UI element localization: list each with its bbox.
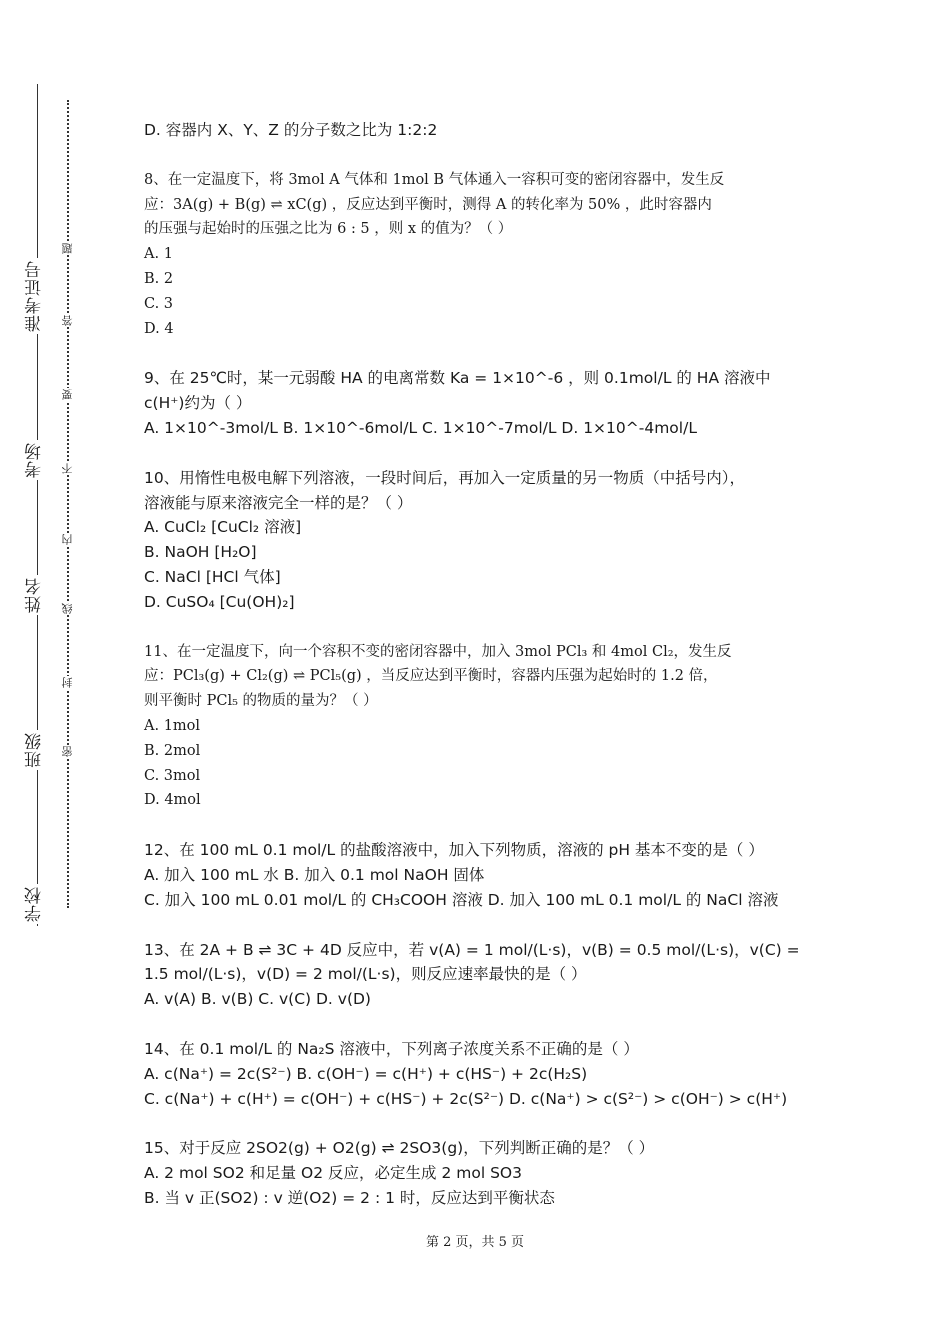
q15-option-a: A. 2 mol SO2 和足量 O2 反应，必定生成 2 mol SO3 [144, 1164, 522, 1183]
name-label: 姓名 [22, 575, 47, 615]
q9-stem: c(H⁺)约为（ ） [144, 394, 252, 413]
exam-room-label: 考场 [22, 440, 47, 480]
seal-char: 线 [61, 603, 74, 614]
q13-stem: 13、在 2A + B ⇌ 3C + 4D 反应中，若 v(A) = 1 mol/(L·s)，v(B) = 0.5 mol/(L·s)，v(C) = [144, 940, 800, 959]
q12-options: A. 加入 100 mL 水 B. 加入 0.1 mol NaOH 固体 [144, 865, 485, 884]
q11-option-b: B. 2mol [144, 742, 201, 759]
q11-stem: 则平衡时 PCl₅ 的物质的量为？（ ） [144, 693, 378, 710]
q11-option-a: A. 1mol [144, 717, 201, 734]
seal-char: 内 [61, 534, 74, 545]
q8-option-d: D. 4 [144, 320, 174, 337]
q10-option-a: A. CuCl₂ [CuCl₂ 溶液] [144, 518, 302, 537]
q8-option-c: C. 3 [144, 295, 174, 312]
q15-option-b: B. 当 v 正(SO2) : v 逆(O2) = 2 : 1 时，反应达到平衡状态 [144, 1188, 555, 1207]
q11-option-d: D. 4mol [144, 792, 201, 809]
q14-options: A. c(Na⁺) = 2c(S²⁻) B. c(OH⁻) = c(H⁺) + c(HS⁻) + 2c(H₂S) [144, 1064, 588, 1083]
school-label: 学校 [22, 884, 47, 924]
question-content [144, 118, 816, 1211]
seal-char: 答 [61, 315, 74, 326]
seal-char: 题 [61, 243, 74, 254]
seal-char: 密 [61, 746, 74, 757]
q11-option-c: C. 3mol [144, 767, 201, 784]
q12-stem: 12、在 100 mL 0.1 mol/L 的盐酸溶液中，加入下列物质，溶液的 pH 基本不变的是（ ） [144, 841, 764, 860]
q10-stem: 10、用惰性电极电解下列溶液，一段时间后，再加入一定质量的另一物质（中括号内）， [144, 468, 745, 487]
q13-stem: 1.5 mol/(L·s)，v(D) = 2 mol/(L·s)，则反应速率最快的是（ ） [144, 965, 587, 984]
binding-solid-line [37, 84, 38, 926]
q8-stem: 应：3A(g) + B(g) ⇌ xC(g) ，反应达到平衡时，测得 A 的转化率为 50% ，此时容器内 [144, 196, 712, 213]
page-footer: 第 2 页，共 5 页 [425, 1235, 525, 1250]
q7-option-d: D. 容器内 X、Y、Z 的分子数之比为 1:2:2 [144, 121, 438, 139]
q11-stem: 应：PCl₃(g) + Cl₂(g) ⇌ PCl₅(g) ，当反应达到平衡时，容器内压强为起始时的 1.2 倍， [144, 668, 718, 685]
q10-option-c: C. NaCl [HCl 气体] [144, 567, 281, 586]
q14-stem: 14、在 0.1 mol/L 的 Na₂S 溶液中，下列离子浓度关系不正确的是（ ） [144, 1039, 639, 1058]
q8-option-b: B. 2 [144, 270, 174, 287]
q8-stem: 8、在一定温度下，将 3mol A 气体和 1mol B 气体通入一容积可变的密闭容器中，发生反 [144, 171, 725, 188]
q8-option-a: A. 1 [144, 246, 173, 263]
q11-stem: 11、在一定温度下，向一个容积不变的密闭容器中，加入 3mol PCl₃ 和 4mol Cl₂，发生反 [144, 643, 732, 660]
seal-char: 要 [61, 389, 74, 400]
q9-options: A. 1×10^-3mol/L B. 1×10^-6mol/L C. 1×10^-7mol/L D. 1×10^-4mol/L [144, 418, 697, 437]
q8-stem: 的压强与起始时的压强之比为 6 : 5 ，则 x 的值为？（ ） [144, 221, 513, 238]
q9-stem: 9、在 25℃时，某一元弱酸 HA 的电离常数 Ka = 1×10^-6 ，则 0.1mol/L 的 HA 溶液中 [144, 369, 771, 388]
q14-options: C. c(Na⁺) + c(H⁺) = c(OH⁻) + c(HS⁻) + 2c(S²⁻) D. c(Na⁺) > c(S²⁻) > c(OH⁻) > c(H⁺) [144, 1089, 788, 1108]
seal-char: 不 [61, 463, 74, 474]
q10-option-b: B. NaOH [H₂O] [144, 543, 257, 562]
q12-options: C. 加入 100 mL 0.01 mol/L 的 CH₃COOH 溶液 D. 加入 100 mL 0.1 mol/L 的 NaCl 溶液 [144, 890, 779, 909]
seal-char: 封 [61, 677, 74, 688]
q10-option-d: D. CuSO₄ [Cu(OH)₂] [144, 592, 295, 611]
class-label: 班级 [22, 730, 47, 770]
binding-dotted-line [67, 100, 69, 908]
q13-options: A. v(A) B. v(B) C. v(C) D. v(D) [144, 990, 371, 1009]
q15-stem: 15、对于反应 2SO2(g) + O2(g) ⇌ 2SO3(g)，下列判断正确的是？（ ） [144, 1139, 655, 1158]
exam-number-label: 准考证号 [22, 258, 47, 334]
q10-stem: 溶液能与原来溶液完全一样的是？（ ） [144, 493, 413, 512]
